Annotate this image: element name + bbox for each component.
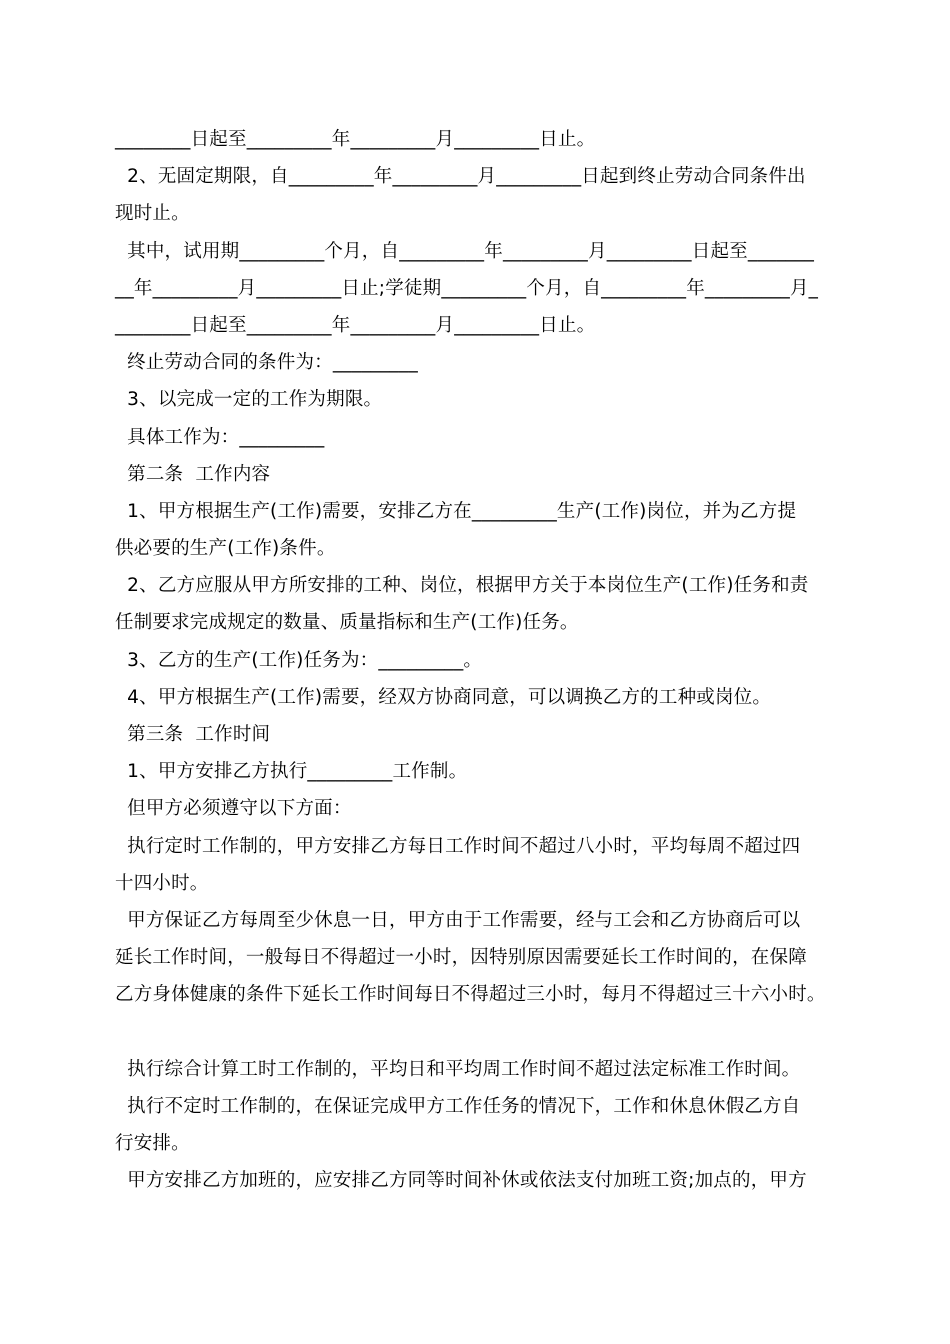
text-line: 十四小时。 [115, 872, 209, 894]
section-heading: 第三条 工作时间 [115, 724, 271, 745]
text-line: 行安排。 [115, 1133, 190, 1155]
text-line: 执行不定时工作制的，在保证完成甲方工作任务的情况下，工作和休息休假乙方自 [115, 1095, 801, 1117]
text-line: 终止劳动合同的条件为：_________ [115, 352, 418, 374]
text-line: 1、甲方根据生产(工作)需要，安排乙方在_________生产(工作)岗位，并为乙方提 [115, 500, 797, 522]
document-body [115, 121, 837, 1199]
text-line: 其中，试用期_________个月，自_________年_________月_________日起至_______ [115, 240, 815, 262]
text-line: 3、乙方的生产(工作)任务为：_________。 [115, 649, 483, 671]
blank-line [115, 1014, 837, 1051]
text-line: 执行综合计算工时工作制的，平均日和平均周工作时间不超过法定标准工作时间。 [115, 1058, 801, 1080]
text-line: 供必要的生产(工作)条件。 [115, 538, 336, 560]
text-line: 甲方安排乙方加班的，应安排乙方同等时间补休或依法支付加班工资;加点的，甲方 [115, 1170, 807, 1192]
text-line: ________日起至_________年_________月_________日止。 [115, 314, 596, 336]
text-line: 延长工作时间，一般每日不得超过一小时，因特别原因需要延长工作时间的，在保障 [115, 947, 807, 969]
text-line: 任制要求完成规定的数量、质量指标和生产(工作)任务。 [115, 612, 579, 634]
text-line: 3、以完成一定的工作为期限。 [115, 389, 383, 411]
text-line: 但甲方必须遵守以下方面： [115, 798, 352, 820]
text-line: 2、乙方应服从甲方所安排的工种、岗位，根据甲方关于本岗位生产(工作)任务和责 [115, 575, 809, 597]
text-line: 现时止。 [115, 203, 190, 225]
text-line: 1、甲方安排乙方执行_________工作制。 [115, 761, 468, 783]
text-line: 甲方保证乙方每周至少休息一日，甲方由于工作需要，经与工会和乙方协商后可以 [115, 909, 801, 931]
text-line: 执行定时工作制的，甲方安排乙方每日工作时间不超过八小时，平均每周不超过四 [115, 835, 801, 857]
text-line: 4、甲方根据生产(工作)需要，经双方协商同意，可以调换乙方的工种或岗位。 [115, 686, 772, 708]
text-line: 2、无固定期限，自_________年_________月_________日起到终止劳动合同条件出 [115, 166, 806, 188]
section-heading: 第二条 工作内容 [115, 463, 271, 485]
text-line: 乙方身体健康的条件下延长工作时间每日不得超过三小时，每月不得超过三十六小时。 [115, 984, 826, 1006]
text-line: __年_________月_________日止;学徒期_________个月，自_________年_________月_ [115, 277, 819, 299]
text-line: ________日起至_________年_________月_________日止。 [115, 129, 596, 150]
text-line: 具体工作为：_________ [115, 426, 325, 448]
